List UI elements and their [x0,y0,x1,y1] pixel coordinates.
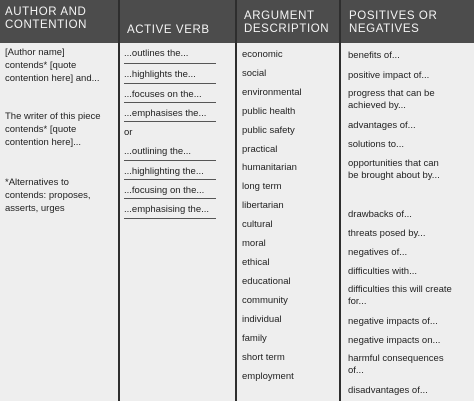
negative-item: difficulties this will create [348,284,452,295]
positive-item: be brought about by... [348,170,440,181]
argument-description-item: employment [242,371,294,382]
author-template-line: contends* [quote [5,60,77,71]
negative-item: threats posed by... [348,228,426,239]
alternatives-note-line: contends: proposes, [5,190,91,201]
column-divider [339,0,341,401]
positive-item: positive impact of... [348,70,430,81]
argument-description-item: ethical [242,257,270,268]
argument-description-item: social [242,68,267,79]
header-author-contention-line2: CONTENTION [5,19,88,31]
argument-description-item: long term [242,181,282,192]
fill-line [124,102,216,103]
header-argument-description-line1: ARGUMENT [244,10,315,22]
fill-line [124,218,216,219]
active-verb-item: ...emphasises the... [124,108,207,119]
argument-description-item: family [242,333,267,344]
alternatives-note-line: *Alternatives to [5,177,69,188]
negative-item: negative impacts on... [348,335,441,346]
argument-description-item: economic [242,49,283,60]
fill-line [124,63,216,64]
negative-item: harmful consequences [348,353,444,364]
header-positives-negatives-line2: NEGATIVES [349,23,420,35]
fill-line [124,179,216,180]
positive-item: achieved by... [348,100,406,111]
negative-item: difficulties with... [348,266,417,277]
negative-item: of... [348,365,364,376]
active-verb-item: ...highlights the... [124,69,196,80]
writer-template-line: The writer of this piece [5,111,101,122]
argument-description-item: humanitarian [242,162,297,173]
argument-description-item: individual [242,314,282,325]
header-active-verb: ACTIVE VERB [127,24,210,36]
positive-item: benefits of... [348,50,400,61]
header-positives-negatives-line1: POSITIVES OR [349,10,438,22]
argument-description-item: community [242,295,288,306]
active-verb-item: ...focusing on the... [124,185,205,196]
active-verb-item: ...focuses on the... [124,89,202,100]
positive-item: advantages of... [348,120,416,131]
argument-description-item: cultural [242,219,273,230]
active-verb-item: ...outlines the... [124,48,189,59]
writer-template-line: contention here]... [5,137,82,148]
active-verb-item: ...outlining the... [124,146,192,157]
argument-description-item: public health [242,106,296,117]
positive-item: solutions to... [348,139,404,150]
writer-template-line: contends* [quote [5,124,77,135]
alternatives-note-line: asserts, urges [5,203,65,214]
positive-item: progress that can be [348,88,435,99]
argument-description-item: libertarian [242,200,284,211]
argument-description-item: short term [242,352,285,363]
header-author-contention-line1: AUTHOR AND [5,6,87,18]
fill-line [124,160,216,161]
negative-item: drawbacks of... [348,209,412,220]
argument-description-item: environmental [242,87,302,98]
header-argument-description-line2: DESCRIPTION [244,23,330,35]
positive-item: opportunities that can [348,158,439,169]
negative-item: negative impacts of... [348,316,438,327]
negative-item: negatives of... [348,247,408,258]
author-template-line: contention here] and... [5,73,100,84]
argument-description-item: public safety [242,125,295,136]
fill-line [124,121,216,122]
active-verb-item: ...emphasising the... [124,204,210,215]
argument-description-item: practical [242,144,278,155]
argument-description-item: educational [242,276,291,287]
author-template-line: [Author name] [5,47,65,58]
argument-description-item: moral [242,238,266,249]
active-verb-or: or [124,127,133,138]
fill-line [124,198,216,199]
negative-item: disadvantages of... [348,385,428,396]
negative-item: for... [348,296,367,307]
active-verb-item: ...highlighting the... [124,166,204,177]
column-divider [235,0,237,401]
fill-line [124,83,216,84]
column-divider [118,0,120,401]
